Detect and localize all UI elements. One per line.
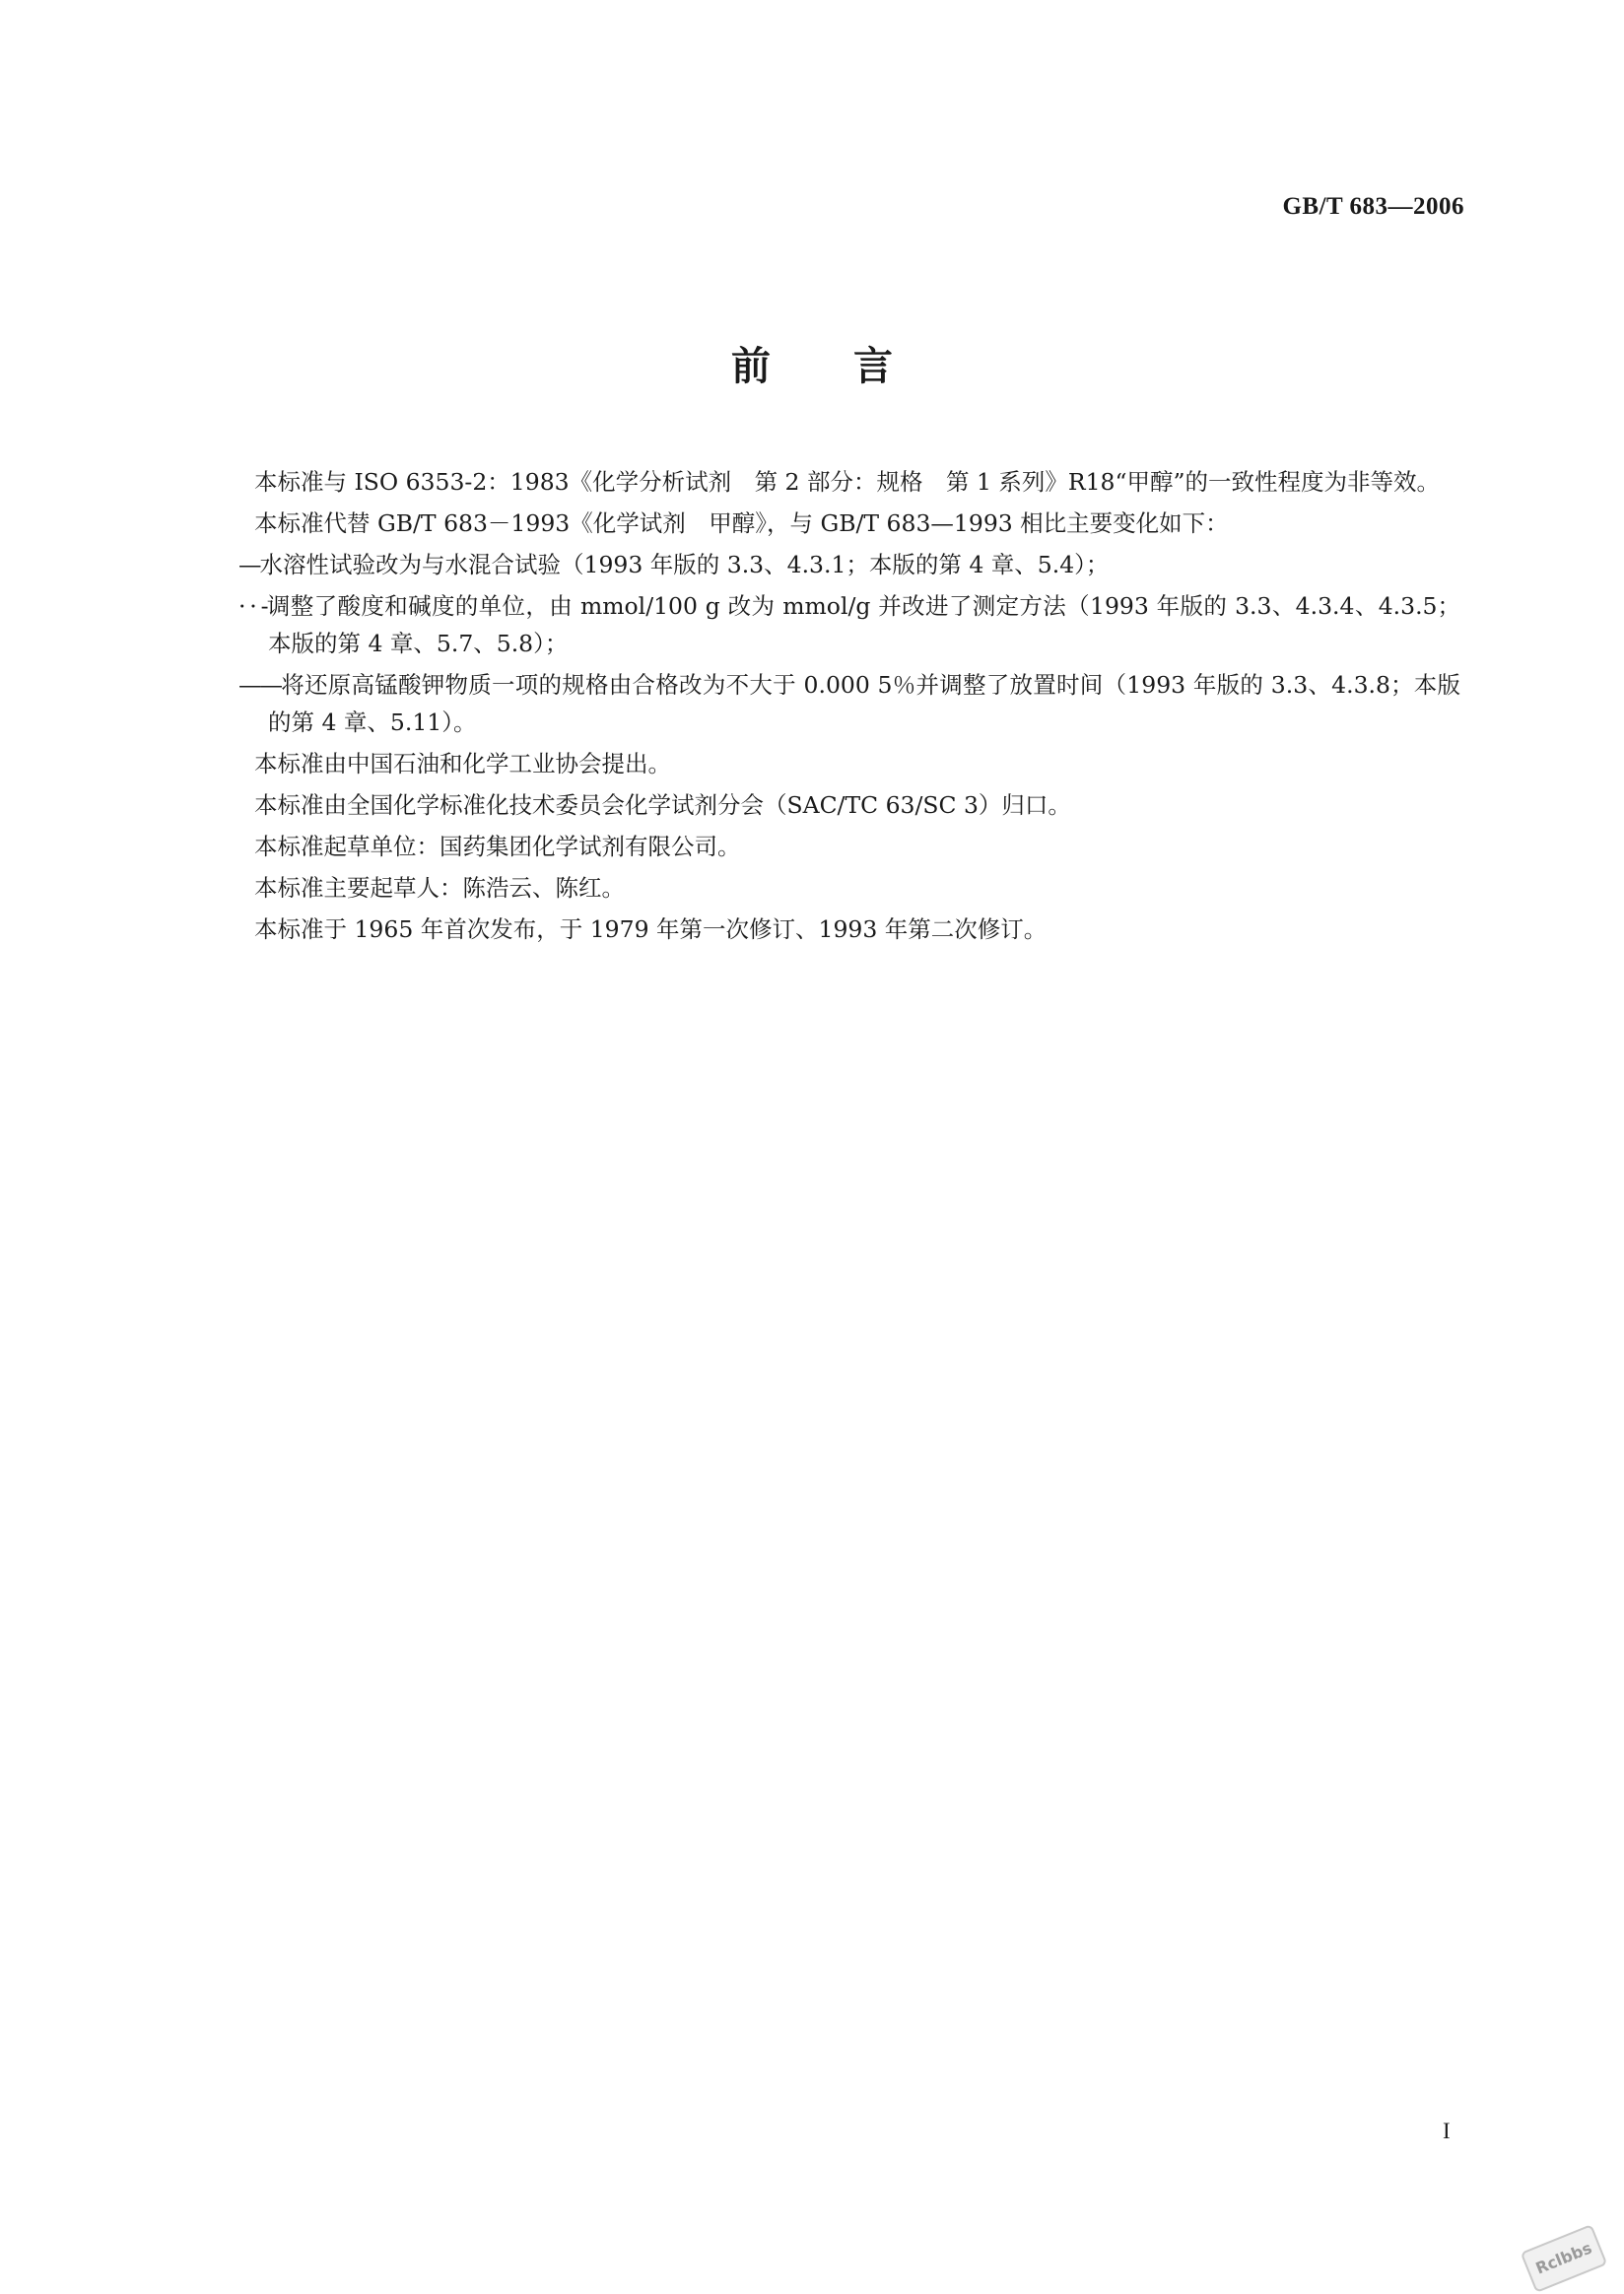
list-item-dash: · · - [238, 592, 267, 620]
paragraph-drafters: 本标准主要起草人：陈浩云、陈红。 [254, 874, 625, 902]
list-item-dash: — [238, 551, 260, 578]
watermark-logo: Rclbbs [1521, 2224, 1608, 2293]
list-item-text: 调整了酸度和碱度的单位，由 mmol/100 g 改为 mmol/g 并改进了测定方法（1993 年版的 3.3、4.3.4、4.3.5；本版的第 4 章、5.7、5.8）； [266, 592, 1460, 657]
page-number: I [1443, 2119, 1451, 2143]
paragraph-equivalence: 本标准与 ISO 6353-2：1983《化学分析试剂 第 2 部分：规格 第 1 系列》R18“甲醇”的一致性程度为非等效。 [254, 468, 1440, 496]
list-item-change-1 [209, 546, 1460, 583]
standard-code: GB/T 683—2006 [1282, 193, 1464, 220]
paragraph-proposer: 本标准由中国石油和化学工业协会提出。 [254, 750, 671, 777]
list-item-change-2 [209, 587, 1460, 662]
paragraph-history: 本标准于 1965 年首次发布，于 1979 年第一次修订、1993 年第二次修订。 [254, 915, 1048, 943]
document-body [209, 463, 1460, 952]
list-item-change-3 [209, 666, 1460, 741]
list-item-text: 水溶性试验改为与水混合试验（1993 年版的 3.3、4.3.1；本版的第 4 章、5.4）； [259, 551, 1110, 578]
paragraph-drafting-unit: 本标准起草单位：国药集团化学试剂有限公司。 [254, 833, 741, 860]
paragraph-replacement: 本标准代替 GB/T 683－1993《化学试剂 甲醇》，与 GB/T 683—1993 相比主要变化如下： [254, 509, 1229, 537]
paragraph-committee: 本标准由全国化学标准化技术委员会化学试剂分会（SAC/TC 63/SC 3）归口。 [254, 791, 1071, 819]
list-item-text: 将还原高锰酸钾物质一项的规格由合格改为不大于 0.000 5％并调整了放置时间（1993 年版的 3.3、4.3.8；本版的第 4 章、5.11）。 [268, 671, 1460, 736]
page-title: 前言 [731, 344, 976, 389]
list-item-dash: —— [238, 671, 281, 699]
